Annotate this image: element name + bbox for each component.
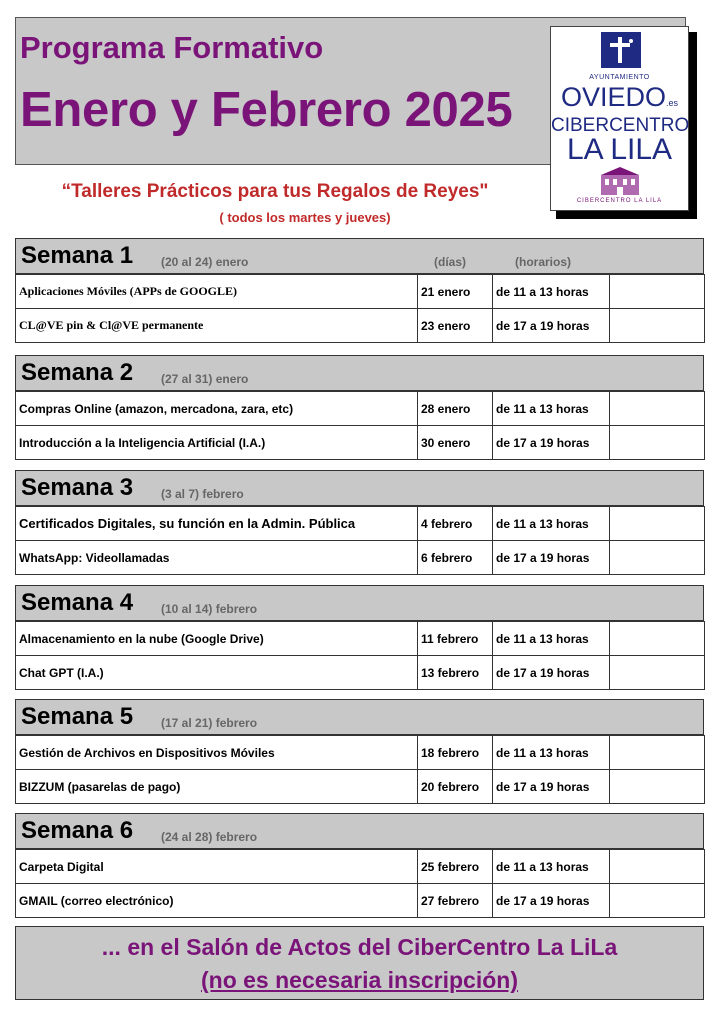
hours-cell: de 11 a 13 horas: [493, 275, 610, 309]
footer-venue: ... en el Salón de Actos del CiberCentro La LiLa: [101, 934, 618, 960]
table-row: [16, 541, 705, 575]
week-header: [15, 355, 704, 391]
week-range: (27 al 31) enero: [161, 372, 249, 386]
day-cell: 21 enero: [418, 275, 493, 309]
day-cell: 18 febrero: [418, 736, 493, 770]
week-block-4: [15, 585, 704, 690]
empty-cell: [610, 850, 705, 884]
day-cell: 30 enero: [418, 426, 493, 460]
table-row: [16, 426, 705, 460]
hours-cell: de 17 a 19 horas: [493, 541, 610, 575]
hours-cell: de 17 a 19 horas: [493, 426, 610, 460]
hours-cell: de 11 a 13 horas: [493, 736, 610, 770]
topic-cell: Chat GPT (I.A.): [16, 656, 418, 690]
topic-cell: BIZZUM (pasarelas de pago): [16, 770, 418, 804]
logo-city: [551, 82, 688, 113]
hours-cell: de 11 a 13 horas: [493, 622, 610, 656]
logo-ciber: CIBERCENTRO: [551, 115, 690, 136]
footer-panel: [15, 926, 704, 1000]
table-row: [16, 884, 705, 918]
topic-cell: Certificados Digitales, su función en la Admin. Pública: [16, 507, 418, 541]
logo-caption: CIBERCENTRO LA LILA: [576, 198, 663, 204]
topic-cell: Almacenamiento en la nube (Google Drive): [16, 622, 418, 656]
empty-cell: [610, 736, 705, 770]
day-cell: 28 enero: [418, 392, 493, 426]
table-row: [16, 507, 705, 541]
week-table: [15, 621, 705, 690]
logo-city-suffix: .es: [666, 98, 679, 108]
week-header: [15, 238, 704, 274]
day-cell: 4 febrero: [418, 507, 493, 541]
hours-cell: de 17 a 19 horas: [493, 656, 610, 690]
week-table: [15, 735, 705, 804]
empty-cell: [610, 770, 705, 804]
week-name: Semana 2: [21, 359, 134, 386]
topic-cell: CL@VE pin & Cl@VE permanente: [16, 309, 418, 343]
hours-cell: de 17 a 19 horas: [493, 770, 610, 804]
logo-city-name: OVIEDO: [560, 82, 666, 112]
table-row: [16, 656, 705, 690]
week-header: [15, 470, 704, 506]
week-range: (17 al 21) febrero: [161, 716, 258, 730]
days-column-header: (días): [434, 255, 467, 269]
week-table: [15, 849, 705, 918]
topic-cell: Compras Online (amazon, mercadona, zara, etc): [16, 392, 418, 426]
week-block-2: [15, 355, 704, 460]
topic-cell: WhatsApp: Videollamadas: [16, 541, 418, 575]
page-title-line2: Enero y Febrero 2025: [20, 83, 513, 137]
subtitle: “Talleres Prácticos para tus Regalos de Reyes": [61, 181, 489, 202]
topic-cell: Aplicaciones Móviles (APPs de GOOGLE): [16, 275, 418, 309]
week-name: Semana 1: [21, 242, 134, 269]
empty-cell: [610, 622, 705, 656]
week-name: Semana 3: [21, 474, 134, 501]
week-block-6: [15, 813, 704, 918]
week-range: (20 al 24) enero: [161, 255, 249, 269]
week-name: Semana 4: [21, 589, 134, 616]
week-table: [15, 391, 705, 460]
week-range: (3 al 7) febrero: [161, 487, 244, 501]
footer-note: (no es necesaria inscripción): [200, 967, 518, 993]
empty-cell: [610, 507, 705, 541]
page-title-line1: Programa Formativo: [20, 30, 324, 65]
week-name: Semana 6: [21, 817, 134, 844]
coat-of-arms-icon: [601, 32, 641, 68]
topic-cell: Gestión de Archivos en Dispositivos Móviles: [16, 736, 418, 770]
table-row: [16, 622, 705, 656]
empty-cell: [610, 392, 705, 426]
table-row: [16, 392, 705, 426]
table-row: [16, 275, 705, 309]
empty-cell: [610, 275, 705, 309]
day-cell: 11 febrero: [418, 622, 493, 656]
empty-cell: [610, 426, 705, 460]
logo: [550, 26, 689, 211]
day-cell: 6 febrero: [418, 541, 493, 575]
subsubtitle: ( todos los martes y jueves): [219, 210, 391, 225]
table-row: [16, 850, 705, 884]
empty-cell: [610, 884, 705, 918]
table-row: [16, 309, 705, 343]
hours-cell: de 17 a 19 horas: [493, 309, 610, 343]
empty-cell: [610, 656, 705, 690]
topic-cell: Carpeta Digital: [16, 850, 418, 884]
empty-cell: [610, 309, 705, 343]
week-table: [15, 506, 705, 575]
hours-column-header: (horarios): [515, 255, 572, 269]
hours-cell: de 11 a 13 horas: [493, 507, 610, 541]
building-icon: [599, 167, 641, 195]
topic-cell: GMAIL (correo electrónico): [16, 884, 418, 918]
day-cell: 23 enero: [418, 309, 493, 343]
week-header: [15, 699, 704, 735]
day-cell: 27 febrero: [418, 884, 493, 918]
table-row: [16, 770, 705, 804]
topic-cell: Introducción a la Inteligencia Artificial (I.A.): [16, 426, 418, 460]
day-cell: 13 febrero: [418, 656, 493, 690]
week-range: (24 al 28) febrero: [161, 830, 258, 844]
hours-cell: de 11 a 13 horas: [493, 850, 610, 884]
week-block-3: [15, 470, 704, 575]
week-header: [15, 813, 704, 849]
hours-cell: de 17 a 19 horas: [493, 884, 610, 918]
hours-cell: de 11 a 13 horas: [493, 392, 610, 426]
week-range: (10 al 14) febrero: [161, 602, 258, 616]
week-header: [15, 585, 704, 621]
week-block-1: [15, 238, 704, 343]
empty-cell: [610, 541, 705, 575]
table-row: [16, 736, 705, 770]
logo-ayuntamiento: AYUNTAMIENTO: [589, 74, 650, 81]
day-cell: 25 febrero: [418, 850, 493, 884]
day-cell: 20 febrero: [418, 770, 493, 804]
week-name: Semana 5: [21, 703, 134, 730]
week-block-5: [15, 699, 704, 804]
week-table: [15, 274, 705, 343]
logo-name: LA LILA: [566, 133, 673, 166]
